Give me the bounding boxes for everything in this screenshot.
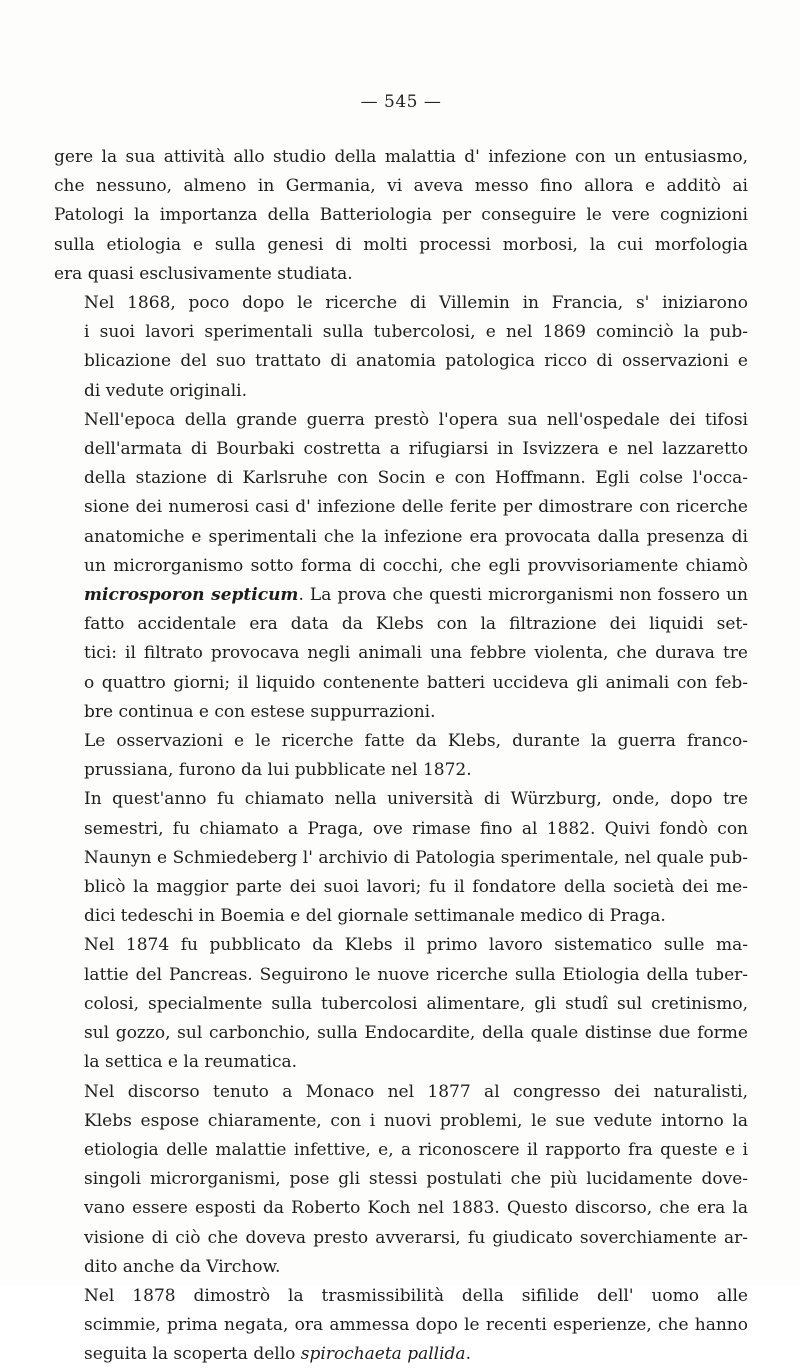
text-line: blicazione del suo trattato di anatomia patologica ricco di osservazioni e [84,351,748,372]
text-line: i suoi lavori sperimentali sulla tubercolosi, e nel 1869 cominciò la pub- [84,322,748,343]
text-line: blicò la maggior parte dei suoi lavori; fu il fondatore della società dei me- [84,877,748,898]
text-line: visione di ciò che doveva presto avverarsi, fu giudicato soverchiamente ar- [84,1227,748,1248]
text-line: prussiana, furono da lui pubblicate nel 1872. [84,760,472,781]
text-line: lattie del Pancreas. Seguirono le nuove ricerche sulla Etiologia della tuber- [84,964,748,985]
text-line: fatto accidentale era data da Klebs con la filtrazione dei liquidi set- [84,614,748,635]
text-line: Klebs espose chiaramente, con i nuovi problemi, le sue vedute intorno la [84,1110,748,1131]
text-line: microsporon septicum. La prova che questi microrganismi non fossero un [84,585,749,606]
text-line: semestri, fu chiamato a Praga, ove rimase fino al 1882. Quivi fondò con [84,818,748,839]
text-line: scimmie, prima negata, ora ammessa dopo le recenti esperienze, che hanno [84,1315,748,1336]
text-line: o quattro giorni; il liquido contenente batteri uccideva gli animali con feb- [84,672,748,693]
text-line: tici: il filtrato provocava negli animali una febbre violenta, che durava tre [84,643,748,664]
paragraph [54,1282,748,1370]
text-line: gere la sua attività allo studio della malattia d' infezione con un entusiasmo, [54,147,748,167]
text-line: era quasi esclusivamente studiata. [54,263,353,284]
text-line: Nel 1878 dimostrò la trasmissibilità della sifilide dell' uomo alle [84,1285,748,1306]
body-text [54,143,748,1370]
text-line: Le osservazioni e le ricerche fatte da Klebs, durante la guerra franco- [84,731,748,752]
paragraph [54,143,748,289]
text-line: colosi, specialmente sulla tubercolosi alimentare, gli studî sul cretinismo, [84,993,748,1014]
text-line: dici tedeschi in Boemia e del giornale settimanale medico di Praga. [84,906,666,927]
paragraph [54,289,748,406]
text-line: In quest'anno fu chiamato nella università di Würzburg, onde, dopo tre [84,789,748,810]
text-line: Patologi la importanza della Batteriologia per conseguire le vere cognizioni [54,205,748,226]
text-line: bre continua e con estese suppurrazioni. [84,701,436,722]
text-line: la settica e la reumatica. [84,1052,298,1073]
text-line: Nel 1868, poco dopo le ricerche di Villemin in Francia, s' iniziarono [84,293,748,314]
paragraph [54,406,748,727]
text-line: sul gozzo, sul carbonchio, sulla Endocardite, della quale distinse due forme [84,1023,748,1044]
species-name: microsporon septicum [84,585,299,606]
text-line: singoli microrganismi, pose gli stessi postulati che più lucidamente dove- [84,1169,748,1190]
paragraph [54,931,748,1077]
paragraph [54,785,748,931]
text-line: sulla etiologia e sulla genesi di molti processi morbosi, la cui morfologia [54,234,748,255]
paragraph [54,727,748,785]
text-line: Naunyn e Schmiedeberg l' archivio di Patologia sperimentale, nel quale pub- [84,847,748,868]
text-line: della stazione di Karlsruhe con Socin e con Hoffmann. Egli colse l'occa- [84,468,748,489]
text-line: sione dei numerosi casi d' infezione delle ferite per dimostrare con ricerche [84,497,748,518]
text-line: vano essere esposti da Roberto Koch nel 1883. Questo discorso, che era la [84,1198,748,1219]
text-line: dito anche da Virchow. [84,1256,281,1277]
page-number: — 545 — [360,92,442,112]
text-line: seguita la scoperta dello spirochaeta pallida. [84,1344,471,1365]
text-line: anatomiche e sperimentali che la infezione era provocata dalla presenza di [84,526,748,547]
text-line: un microrganismo sotto forma di cocchi, che egli provvisoriamente chiamò [84,555,748,576]
paragraph [54,1078,748,1282]
text-line: che nessuno, almeno in Germania, vi aveva messo fino allora e additò ai [54,176,748,197]
text-line: etiologia delle malattie infettive, e, a riconoscere il rapporto fra queste e i [84,1139,748,1160]
text-line: di vedute originali. [84,380,247,401]
text-line: Nel discorso tenuto a Monaco nel 1877 al congresso dei naturalisti, [84,1081,748,1102]
text-line: dell'armata di Bourbaki costretta a rifugiarsi in Isvizzera e nel lazzaretto [84,439,748,460]
species-name: spirochaeta pallida [300,1344,466,1365]
text-line: Nell'epoca della grande guerra prestò l'opera sua nell'ospedale dei tifosi [84,409,748,430]
text-line: Nel 1874 fu pubblicato da Klebs il primo lavoro sistematico sulle ma- [84,935,748,956]
